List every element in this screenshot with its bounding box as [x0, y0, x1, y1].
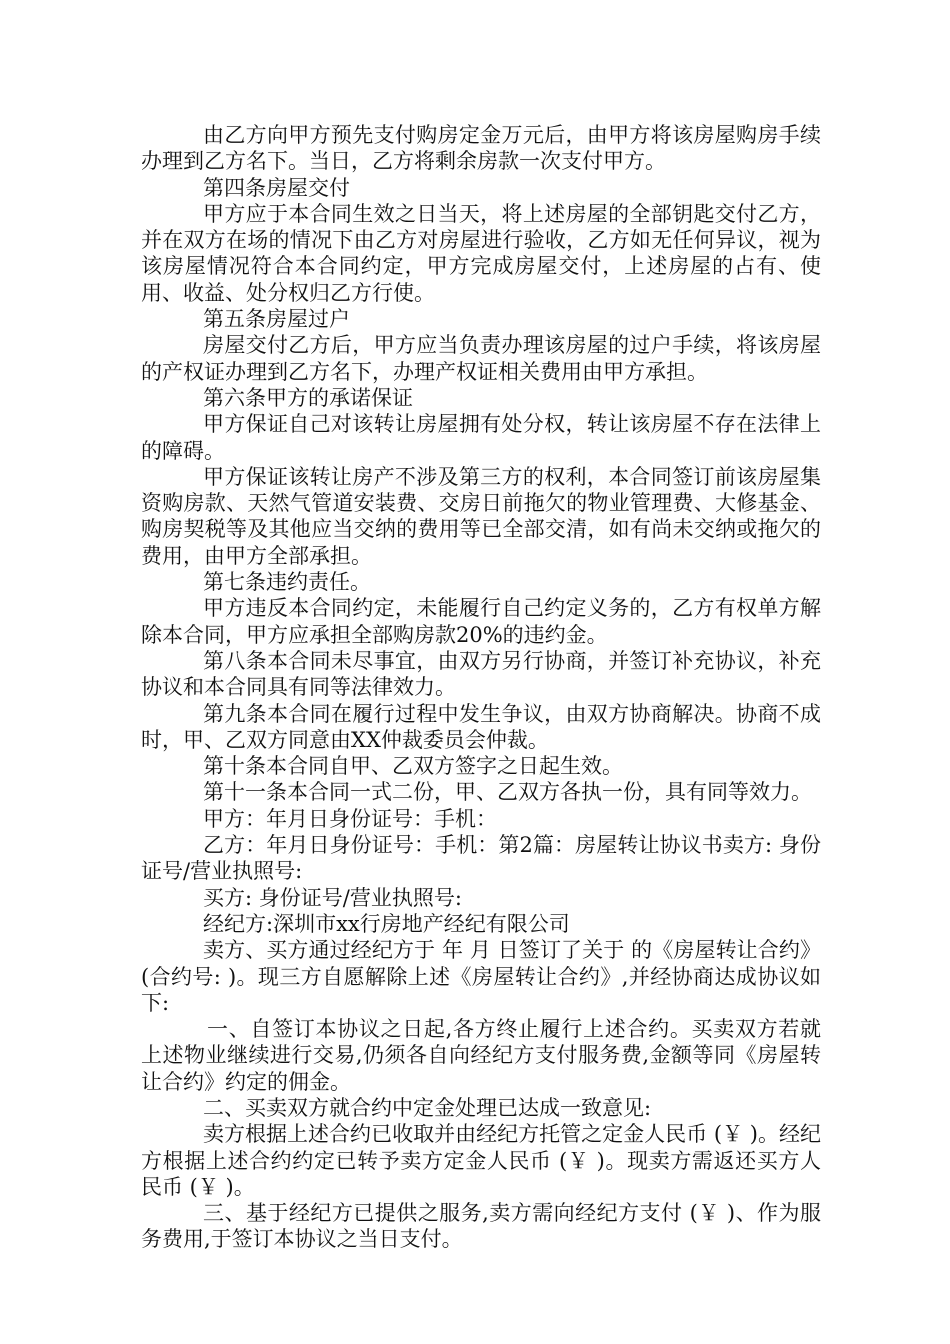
buyer-line: 买方: 身份证号/营业执照号:	[203, 885, 462, 910]
agent-line: 经纪方:深圳市xx行房地产经纪有限公司	[203, 911, 570, 936]
paragraph-clause-3: 三、基于经纪方已提供之服务,卖方需向经纪方支付 (￥ )、作为服务费用,于签订本协议之当日支付。	[141, 1201, 821, 1252]
paragraph-article-9: 第九条本合同在履行过程中发生争议，由双方协商解决。协商不成时，甲、乙双方同意由XX仲裁委员会仲裁。	[141, 701, 821, 752]
document-body	[141, 122, 821, 1253]
paragraph-clause-1: 一、自签订本协议之日起,各方终止履行上述合约。买卖双方若就上述物业继续进行交易,仍须各自向经纪方支付服务费,金额等同《房屋转让合约》约定的佣金。	[141, 1017, 821, 1094]
paragraph-third-party-rights: 甲方保证该转让房产不涉及第三方的权利，本合同签订前该房屋集资购房款、天然气管道安装费、交房日前拖欠的物业管理费、大修基金、购房契税等及其他应当交纳的费用等已全部交清，如有尚未交纳或拖欠的费用，由甲方全部承担。	[141, 464, 821, 568]
paragraph-clause-2: 二、买卖双方就合约中定金处理已达成一致意见:	[203, 1095, 652, 1120]
heading-article-4: 第四条房屋交付	[203, 175, 350, 200]
paragraph-disposal-right: 甲方保证自己对该转让房屋拥有处分权，转让该房屋不存在法律上的障碍。	[141, 412, 821, 463]
paragraph-article-8: 第八条本合同未尽事宜，由双方另行协商，并签订补充协议，补充协议和本合同具有同等法律效力。	[141, 648, 821, 700]
signature-party-a: 甲方：年月日身份证号：手机：	[203, 806, 497, 831]
paragraph-article-10: 第十条本合同自甲、乙双方签字之日起生效。	[203, 754, 623, 779]
paragraph-deposit-payment: 由乙方向甲方预先支付购房定金万元后，由甲方将该房屋购房手续办理到乙方名下。当日，乙方将剩余房款一次支付甲方。	[141, 123, 821, 174]
heading-article-5: 第五条房屋过户	[203, 307, 350, 332]
paragraph-article-11: 第十一条本合同一式二份，甲、乙双方各执一份，具有同等效力。	[203, 780, 812, 805]
paragraph-termination-intro: 卖方、买方通过经纪方于 年 月 日签订了关于 的《房屋转让合约》(合约号: )。现三方自愿解除上述《房屋转让合约》,并经协商达成协议如下:	[141, 938, 821, 1015]
paragraph-ownership-transfer: 房屋交付乙方后，甲方应当负责办理该房屋的过户手续，将该房屋的产权证办理到乙方名下，办理产权证相关费用由甲方承担。	[141, 333, 821, 384]
paragraph-deposit-refund: 卖方根据上述合约已收取并由经纪方托管之定金人民币 (￥ )。经纪方根据上述合约约定已转予卖方定金人民币 (￥ )。现卖方需返还买方人民币 (￥ )。	[141, 1122, 821, 1199]
heading-article-6: 第六条甲方的承诺保证	[203, 385, 413, 410]
paragraph-house-delivery: 甲方应于本合同生效之日当天，将上述房屋的全部钥匙交付乙方，并在双方在场的情况下由乙方对房屋进行验收，乙方如无任何异议，视为该房屋情况符合本合同约定，甲方完成房屋交付，上述房屋的占有、使用、收益、处分权归乙方行使。	[141, 201, 821, 305]
heading-article-7: 第七条违约责任。	[203, 570, 371, 595]
paragraph-breach-penalty: 甲方违反本合同约定，未能履行自己约定义务的，乙方有权单方解除本合同，甲方应承担全部购房款20%的违约金。	[141, 596, 821, 647]
signature-party-b-and-seller: 乙方：年月日身份证号：手机：第2篇：房屋转让协议书卖方: 身份证号/营业执照号:	[141, 833, 821, 884]
